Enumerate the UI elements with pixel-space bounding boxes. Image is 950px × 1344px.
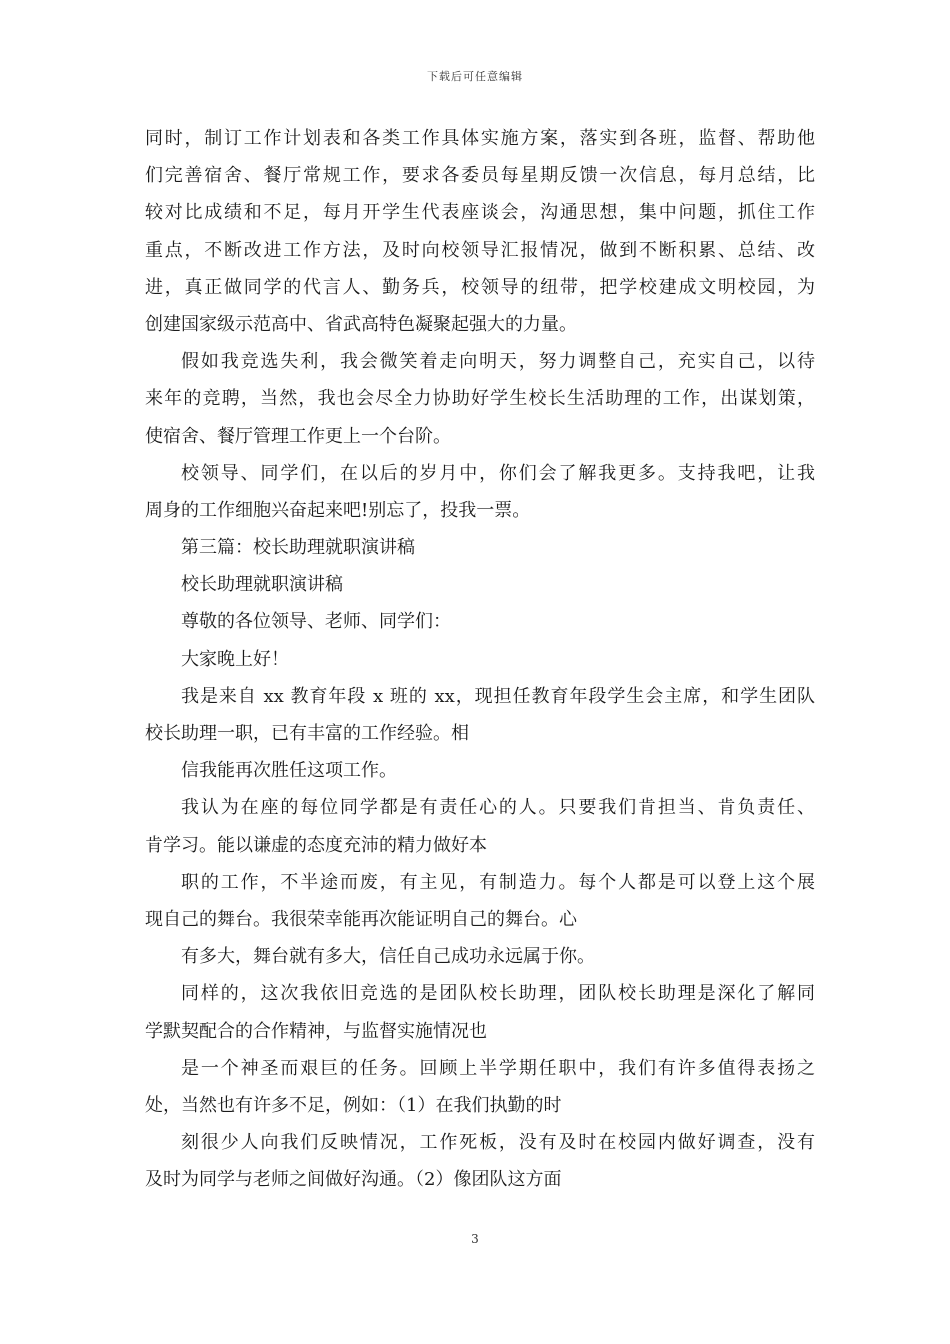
text-line: 周身的工作细胞兴奋起来吧!别忘了，投我一票。: [145, 499, 531, 521]
text-line: 们完善宿舍、餐厅常规工作，要求各委员每星期反馈一次信息，每月总结，比: [145, 165, 815, 187]
text-line: 来年的竞聘，当然，我也会尽全力协助好学生校长生活助理的工作，出谋划策，: [145, 388, 815, 410]
text-line: 假如我竞选失利，我会微笑着走向明天，努力调整自己，充实自己，以待: [181, 351, 815, 373]
text-line: 信我能再次胜任这项工作。: [181, 760, 397, 782]
text-line: 大家晚上好！: [181, 648, 289, 670]
text-line: 处，当然也有许多不足，例如：（1）在我们执勤的时: [145, 1094, 562, 1116]
text-line: 我认为在座的每位同学都是有责任心的人。只要我们肯担当、肯负责任、: [181, 797, 815, 819]
text-line: 尊敬的各位领导、老师、同学们：: [181, 611, 451, 633]
text-line: 肯学习。能以谦虚的态度充沛的精力做好本: [145, 834, 487, 856]
text-line: 校长助理就职演讲稿: [181, 574, 343, 596]
text-line: 我是来自 xx 教育年段 x 班的 xx，现担任教育年段学生会主席，和学生团队: [181, 685, 815, 707]
text-line: 学默契配合的合作精神，与监督实施情况也: [145, 1020, 487, 1042]
text-line: 校领导、同学们，在以后的岁月中，你们会了解我更多。支持我吧，让我: [181, 462, 815, 484]
text-line: 进，真正做同学的代言人、勤务兵，校领导的纽带，把学校建成文明校园，为: [145, 276, 815, 298]
text-line: 校长助理一职，已有丰富的工作经验。相: [145, 723, 469, 744]
page-number: 3: [471, 1232, 479, 1246]
body-text: [145, 120, 815, 1198]
text-line: 及时为同学与老师之间做好沟通。（2）像团队这方面: [145, 1169, 562, 1191]
text-line: 使宿舍、餐厅管理工作更上一个台阶。: [145, 425, 451, 447]
text-line: 是一个神圣而艰巨的任务。回顾上半学期任职中，我们有许多值得表扬之: [181, 1057, 815, 1079]
text-line: 同样的，这次我依旧竞选的是团队校长助理，团队校长助理是深化了解同: [181, 983, 815, 1005]
text-line: 重点，不断改进工作方法，及时向校领导汇报情况，做到不断积累、总结、改: [145, 239, 815, 261]
text-line: 现自己的舞台。我很荣幸能再次能证明自己的舞台。心: [145, 908, 577, 930]
page-header: 下载后可任意编辑: [427, 70, 523, 83]
text-line: 同时，制订工作计划表和各类工作具体实施方案，落实到各班，监督、帮助他: [145, 128, 815, 149]
text-line: 创建国家级示范高中、省武高特色凝聚起强大的力量。: [145, 313, 577, 335]
text-line: 第三篇：校长助理就职演讲稿: [181, 537, 415, 559]
text-line: 职的工作，不半途而废，有主见，有制造力。每个人都是可以登上这个展: [181, 871, 815, 893]
text-line: 有多大，舞台就有多大，信任自己成功永远属于你。: [181, 946, 595, 968]
text-line: 刻很少人向我们反映情况，工作死板，没有及时在校园内做好调查，没有: [181, 1132, 815, 1154]
text-line: 较对比成绩和不足，每月开学生代表座谈会，沟通思想，集中问题，抓住工作: [145, 202, 815, 224]
